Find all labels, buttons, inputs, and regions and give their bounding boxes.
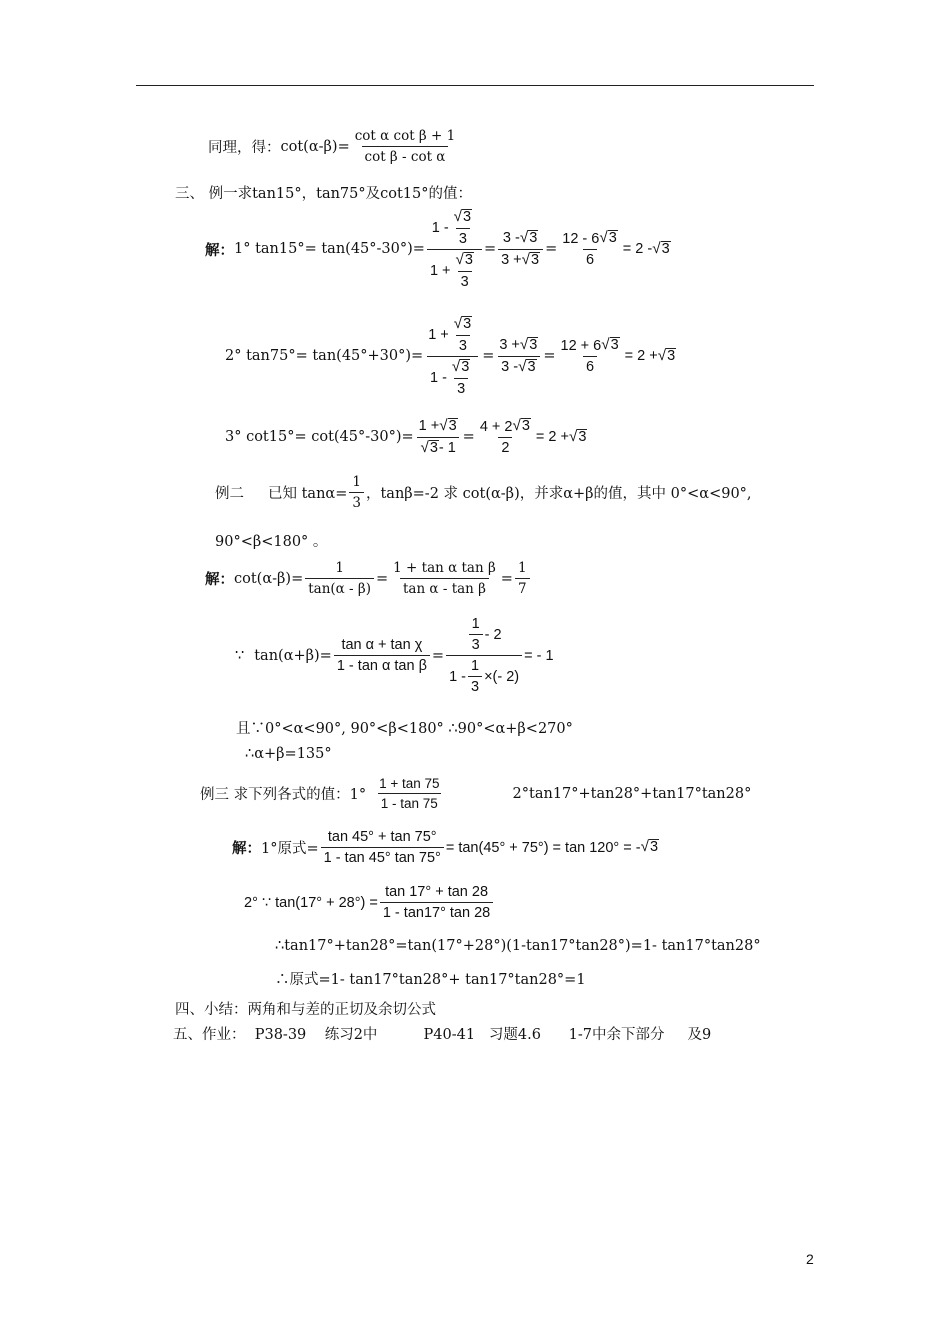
denominator: tan(α - β) <box>305 578 374 597</box>
solution-tan75 <box>225 316 676 397</box>
example-2-tan-sum <box>235 616 554 695</box>
numerator: tan 45° + tan 75° <box>327 829 437 845</box>
example-3-statement <box>200 776 751 811</box>
den-prefix: 1 + <box>429 262 451 279</box>
solution-tan15 <box>205 209 671 290</box>
tan75-fraction-1 <box>425 316 480 397</box>
numerator: 1 <box>335 560 344 576</box>
sqrt-3: 3 <box>608 230 617 247</box>
cot15-fraction-2: 4 + 2 √ 3 2 <box>479 417 530 457</box>
tan15-fraction-1 <box>427 209 482 290</box>
tan75-fraction-3: 12 + 6 √ 3 6 <box>560 336 619 376</box>
denominator: tan α - tan β <box>400 578 489 597</box>
three: 3 <box>458 271 472 290</box>
sqrt-3: 3 <box>464 251 473 268</box>
one: 1 <box>471 658 480 674</box>
sqrt-3: 3 <box>521 418 530 435</box>
one: 1 <box>471 616 480 632</box>
result-prefix: = 2 + <box>624 348 658 365</box>
because-symbol: ∵ <box>235 647 245 664</box>
example-2-statement <box>215 474 752 511</box>
equals: = <box>500 570 513 587</box>
section-5 <box>173 1023 711 1044</box>
sqrt-3: 3 <box>429 439 438 456</box>
equals: = <box>376 570 389 587</box>
den-text: 6 <box>583 249 597 268</box>
cot-fraction-3 <box>515 560 530 597</box>
tan-sum-fraction-1 <box>334 637 430 674</box>
den-pre: 1 - <box>449 668 466 685</box>
num-text: 3 + <box>499 337 520 354</box>
tan15-lhs: 1° tan15°= tan(45°-30°)= <box>234 241 425 258</box>
text-tongli: 同理，得： <box>208 140 281 156</box>
three: 3 <box>468 676 482 695</box>
denominator: 1 - tan17° tan 28 <box>380 902 493 921</box>
one-third <box>349 474 364 511</box>
three: 3 <box>469 634 483 653</box>
num-prefix: 1 - <box>431 219 449 236</box>
den-text: 6 <box>583 356 597 375</box>
den-tail: ×(- 2) <box>484 668 520 685</box>
sqrt-3: 3 <box>448 418 457 434</box>
cot-fraction-1 <box>305 560 374 597</box>
ex3-fraction <box>376 776 442 811</box>
sol2-lhs: 2° ∵ tan(17° + 28°) = <box>244 894 378 911</box>
denominator: 1 - tan 45° tan 75° <box>321 847 444 866</box>
tan-sum-lhs: tan(α+β)= <box>254 647 332 664</box>
sol2-fraction <box>380 884 493 921</box>
numerator: 1 - √ 3 3 <box>431 208 472 247</box>
sol1-rhs: = tan(45° + 75°) = tan 120° = - <box>445 839 641 856</box>
section-3-heading <box>175 182 472 203</box>
line3-text: ∴tan17°+tan28°=tan(17°+28°)(1-tan17°tan28°)=1- tan17°tan28° <box>275 938 761 954</box>
three: 3 <box>456 335 470 354</box>
example-3-label: 例三 求下列各式的值：1° <box>200 787 367 803</box>
example-2-label: 例二 <box>215 486 244 502</box>
sqrt-3: 3 <box>610 337 619 354</box>
den-text: 3 - <box>501 359 519 376</box>
result-sqrt: √ 3 <box>640 838 659 856</box>
beta-range: 90°<β<180° 。 <box>215 534 328 550</box>
section-3-text: 三、 例一求tan15°，tan75°及cot15°的值： <box>175 186 473 202</box>
example-2-cot <box>205 560 532 597</box>
tan-sum-fraction-2 <box>446 616 522 695</box>
solution-cot15 <box>225 418 587 457</box>
cot15-fraction-1: 1 + √ 3 √ 3 - 1 <box>416 418 461 457</box>
den-text: - 1 <box>438 440 456 457</box>
section-4 <box>175 998 436 1019</box>
sqrt-3: 3 <box>463 316 472 332</box>
numerator: 1 <box>352 474 361 490</box>
example-3-line3 <box>275 938 761 954</box>
num-tail: - 2 <box>484 626 502 643</box>
tan15-fraction-2: 3 - √ 3 3 + √ 3 <box>498 230 543 269</box>
numerator: cot α cot β + 1 <box>354 128 456 144</box>
numerator: 1 + tan 75 <box>379 776 440 791</box>
tan15-fraction-3: 12 - 6 √ 3 6 <box>562 229 617 269</box>
result-sqrt: √ 3 <box>657 346 676 364</box>
sqrt-3: 3 <box>461 358 470 375</box>
denominator: 3 <box>349 492 364 511</box>
equals: = <box>462 429 475 446</box>
den-prefix: 1 - <box>430 369 447 386</box>
num-text: 1 + <box>418 418 440 435</box>
result-prefix: = 2 + <box>535 429 569 446</box>
denominator: 1 + √ 3 3 <box>427 249 482 290</box>
denominator: 1 - √ 3 3 <box>427 356 478 397</box>
numerator: tan α + tan χ <box>341 637 423 653</box>
example-3-solution-1 <box>232 829 659 866</box>
three: 3 <box>456 228 470 247</box>
equals: = <box>545 241 558 258</box>
den-text: 3 + <box>501 252 522 269</box>
range-text: 且∵0°<α<90°, 90°<β<180° ∴90°<α+β<270° <box>236 721 573 737</box>
result-sqrt: √ 3 <box>568 427 587 445</box>
example-3-part2: 2°tan17°+tan28°+tan17°tan28° <box>512 785 752 802</box>
num-text: 4 + 2 <box>479 418 513 435</box>
equals: = <box>482 348 495 365</box>
three: 3 <box>454 378 468 397</box>
solution-label: 解： <box>205 241 234 259</box>
sqrt-3: 3 <box>661 240 670 257</box>
sqrt-3: 3 <box>463 209 472 225</box>
sqrt-3: 3 <box>529 337 538 353</box>
cot-lhs: cot(α-β)= <box>234 570 304 587</box>
denominator: 1 - tan 75 <box>378 793 441 811</box>
sqrt-3: 3 <box>531 251 540 268</box>
denominator: 7 <box>515 578 530 597</box>
example-2-rest: ，tanβ=-2 求 cot(α-β)，并求α+β的值，其中 0°<α<90°, <box>365 486 752 502</box>
line4-text: ∴原式=1- tan17°tan28°+ tan17°tan28°=1 <box>275 972 586 988</box>
numerator: tan 17° + tan 28 <box>385 884 489 900</box>
section-5-text: 五、作业： P38-39 练习2中 P40-41 习题4.6 1-7中余下部分 及9 <box>173 1027 712 1043</box>
example-3-line4 <box>275 968 586 989</box>
cot-fraction-2 <box>390 560 499 597</box>
equals: = <box>543 348 556 365</box>
denominator <box>446 655 522 695</box>
tan75-lhs: 2° tan75°= tan(45°+30°)= <box>225 348 424 365</box>
sqrt-3: 3 <box>667 347 676 364</box>
example-2-result <box>245 746 332 762</box>
den-text: 2 <box>498 437 512 456</box>
denominator: cot β - cot α <box>362 146 449 165</box>
sqrt-3: 3 <box>578 428 587 445</box>
result-text: ∴α+β=135° <box>245 746 332 762</box>
cot-fraction <box>352 128 459 165</box>
sol1-lhs: 1°原式= <box>261 841 319 857</box>
example-2-line2 <box>215 530 327 551</box>
sqrt-3: 3 <box>649 839 659 856</box>
result-sqrt: √ 3 <box>652 239 670 257</box>
numerator <box>464 616 505 655</box>
sqrt-3: 3 <box>529 230 538 246</box>
result: = - 1 <box>524 647 554 664</box>
equals: = <box>431 647 445 664</box>
page-number: 2 <box>806 1251 814 1267</box>
num-text: 3 - <box>502 230 520 247</box>
num-prefix: 1 + <box>428 326 449 343</box>
header-rule <box>136 85 814 86</box>
equals: = <box>483 241 497 258</box>
numerator: 1 + √ 3 3 <box>428 315 472 354</box>
section-4-text: 四、小结：两角和与差的正切及余切公式 <box>175 1002 436 1018</box>
tan75-fraction-2: 3 + √ 3 3 - √ 3 <box>496 337 541 376</box>
example-2-range <box>236 717 573 738</box>
sol1-fraction <box>321 829 444 866</box>
formula-cot-difference <box>208 128 460 165</box>
sqrt-3: 3 <box>527 358 536 375</box>
numerator: 1 <box>517 560 527 576</box>
numerator: 1 + tan α tan β <box>393 560 496 576</box>
result-prefix: = 2 - <box>622 241 653 258</box>
num-text: 12 - 6 <box>562 230 600 247</box>
num-text: 12 + 6 <box>560 337 602 354</box>
formula-lhs: cot(α-β)= <box>280 138 350 155</box>
solution-label: 解： <box>232 840 261 857</box>
given-text: 已知 tanα= <box>268 486 348 502</box>
example-3-solution-2 <box>244 884 495 921</box>
solution-label: 解： <box>205 571 234 588</box>
denominator: 1 - tan α tan β <box>334 655 430 674</box>
cot15-lhs: 3° cot15°= cot(45°-30°)= <box>225 429 414 446</box>
